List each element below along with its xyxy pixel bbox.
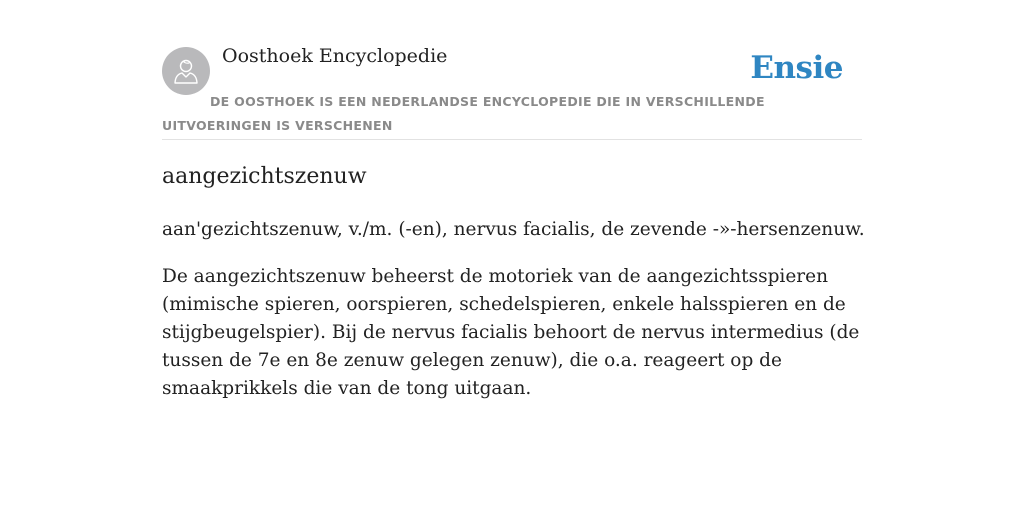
entry-title: aangezichtszenuw <box>162 164 367 189</box>
brand-logo[interactable]: Ensie <box>750 50 843 86</box>
avatar[interactable] <box>162 47 210 95</box>
user-icon <box>171 56 201 86</box>
site-header <box>162 0 862 140</box>
site-tagline: DE OOSTHOEK IS EEN NEDERLANDSE ENCYCLOPEDIE DIE IN VERSCHILLENDE UITVOERINGEN IS VERSCHENEN <box>162 94 765 133</box>
content-container <box>162 0 865 399</box>
site-name[interactable]: Oosthoek Encyclopedie <box>222 45 448 67</box>
entry-body: De aangezichtszenuw beheerst de motoriek van de aangezichtsspieren (mimische spieren, oorspieren, schedelspieren, enkele halsspieren en de stijgbeugelspier). Bij de nervus facialis behoort de nervus intermedius (de tussen de 7e en 8e zenuw gelegen zenuw), die o.a. reageert op de smaakprikkels die van de tong uitgaan. <box>162 266 860 399</box>
entry-definition: aan'gezichtszenuw, v./m. (-en), nervus facialis, de zevende -»-hersenzenuw. <box>162 219 865 240</box>
